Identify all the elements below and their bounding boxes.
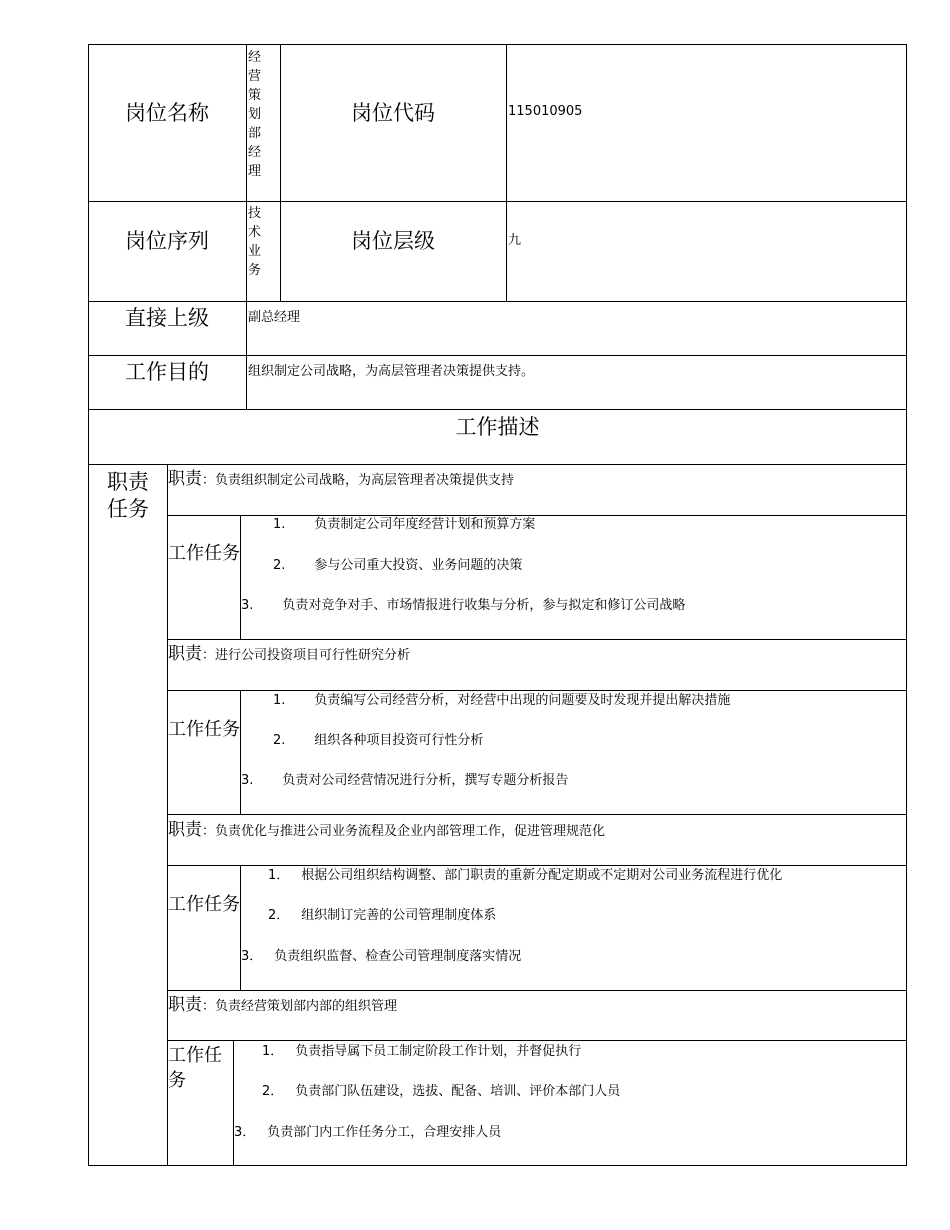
purpose-value: 组织制定公司战略，为高层管理者决策提供支持。 — [248, 364, 535, 379]
task-number: 2． — [268, 908, 290, 923]
duty-row — [168, 821, 605, 841]
post-level-value: 九 — [508, 233, 522, 248]
post-level-label: 岗位层级 — [351, 229, 435, 253]
col-divider — [506, 44, 507, 302]
table-border-bottom — [88, 1165, 907, 1166]
task-text: 负责指导属下员工制定阶段工作计划，并督促执行 — [295, 1044, 582, 1059]
task-label: 工作任务 — [168, 1045, 222, 1091]
task-number: 3． — [241, 949, 263, 964]
table-border-right — [906, 44, 907, 1166]
task-label: 工作任务 — [168, 543, 240, 564]
task-text: 负责部门内工作任务分工，合理安排人员 — [267, 1125, 502, 1140]
col-divider — [280, 44, 281, 302]
duty-prefix: 职责 — [168, 820, 202, 840]
duty-row — [168, 645, 410, 665]
task-number: 2. — [273, 558, 286, 573]
post-name-label: 岗位名称 — [125, 101, 209, 125]
row-divider — [88, 201, 907, 202]
col-divider — [233, 1040, 234, 1166]
task-number: 1． — [268, 868, 290, 883]
task-text: 负责部门队伍建设，选拔、配备、培训、评价本部门人员 — [295, 1084, 621, 1099]
purpose-label: 工作目的 — [125, 360, 209, 384]
post-code-label: 岗位代码 — [351, 101, 435, 125]
task-item — [273, 732, 483, 750]
col-divider — [240, 865, 241, 991]
superior-label: 直接上级 — [125, 306, 209, 330]
col-divider — [240, 690, 241, 815]
task-number: 3． — [234, 1125, 256, 1140]
task-item — [262, 1083, 620, 1101]
duty-prefix: 职责 — [168, 995, 202, 1015]
task-item — [268, 867, 782, 885]
duty-prefix: 职责 — [168, 644, 202, 664]
table-border-top — [88, 44, 907, 45]
task-text: 组织各种项目投资可行性分析 — [314, 733, 484, 748]
task-number: 3. — [241, 598, 254, 613]
row-divider — [88, 409, 907, 410]
task-text: 组织制订完善的公司管理制度体系 — [301, 908, 497, 923]
task-label: 工作任务 — [168, 719, 240, 740]
col-divider — [240, 515, 241, 640]
superior-value: 副总经理 — [248, 310, 301, 325]
task-item — [241, 597, 685, 615]
duty-text: ：负责经营策划部内部的组织管理 — [202, 999, 398, 1014]
task-number: 3. — [241, 773, 254, 788]
task-item — [234, 1124, 501, 1142]
duty-text: ：负责优化与推进公司业务流程及企业内部管理工作，促进管理规范化 — [202, 824, 606, 839]
post-series-label: 岗位序列 — [125, 229, 209, 253]
task-text: 根据公司组织结构调整、部门职责的重新分配定期或不定期对公司业务流程进行优化 — [301, 868, 783, 883]
task-number: 1. — [273, 517, 286, 532]
task-item — [268, 907, 496, 925]
task-number: 2． — [262, 1084, 284, 1099]
row-divider — [88, 464, 907, 465]
task-item — [262, 1043, 581, 1061]
task-text: 负责组织监督、检查公司管理制度落实情况 — [274, 949, 522, 964]
row-divider — [167, 690, 907, 691]
row-divider — [167, 990, 907, 991]
task-item — [273, 692, 730, 710]
row-divider — [167, 865, 907, 866]
task-label: 工作任务 — [168, 894, 240, 915]
row-divider — [88, 355, 907, 356]
task-text: 负责对竞争对手、市场情报进行收集与分析，参与拟定和修订公司战略 — [282, 598, 686, 613]
duty-text: ：进行公司投资项目可行性研究分析 — [202, 648, 411, 663]
duty-text: ：负责组织制定公司战略，为高层管理者决策提供支持 — [202, 473, 515, 488]
task-text: 参与公司重大投资、业务问题的决策 — [314, 558, 523, 573]
duty-row — [168, 470, 514, 490]
row-divider — [167, 814, 907, 815]
task-text: 负责编写公司经营分析，对经营中出现的问题要及时发现并提出解决措施 — [314, 693, 731, 708]
table-border-left — [88, 44, 89, 1166]
post-code-value: 115010905 — [508, 104, 583, 119]
row-divider — [167, 1040, 907, 1041]
post-name-value: 经营策划部经理 — [248, 50, 262, 179]
row-divider — [88, 301, 907, 302]
task-number: 2. — [273, 733, 286, 748]
post-series-value: 技术业务 — [248, 206, 262, 278]
task-number: 1. — [273, 693, 286, 708]
duty-prefix: 职责 — [168, 469, 202, 489]
task-number: 1． — [262, 1044, 284, 1059]
task-text: 负责对公司经营情况进行分析，撰写专题分析报告 — [282, 773, 569, 788]
task-item — [241, 948, 521, 966]
task-item — [273, 516, 535, 534]
row-divider — [167, 639, 907, 640]
description-title: 工作描述 — [455, 415, 540, 439]
responsibilities-label: 职责任务 — [107, 470, 149, 521]
task-item — [241, 772, 568, 790]
task-text: 负责制定公司年度经营计划和预算方案 — [314, 517, 536, 532]
duty-row — [168, 996, 397, 1016]
task-item — [273, 557, 522, 575]
col-divider — [246, 44, 247, 410]
